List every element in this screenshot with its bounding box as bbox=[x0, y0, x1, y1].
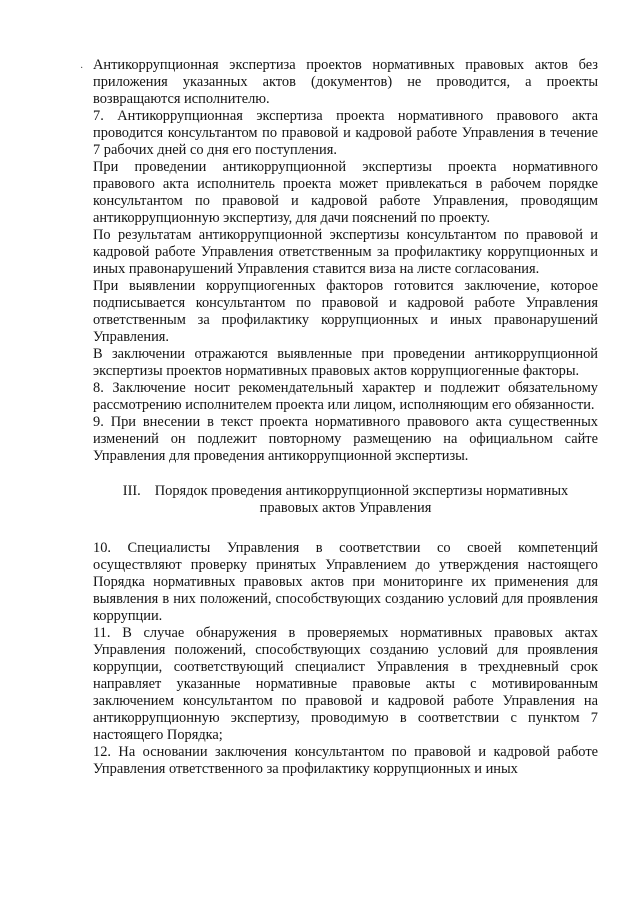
paragraph-11: 11. В случае обнаружения в проверяемых нормативных правовых актах Управления положений, способствующих созданию условий для проявления коррупции, соответствующий специалист Управления в трехдневный срок направляет указанные нормативные правовые акты с мотивированным заключением консультантом по правовой и кадровой работе Управления на антикоррупционную экспертизу, проводимую в соответствии с пунктом 7 настоящего Порядка; bbox=[93, 625, 598, 743]
document-body bbox=[93, 57, 598, 778]
paragraph-intro: Антикоррупционная экспертиза проектов нормативных правовых актов без приложения указанных актов (документов) не проводится, а проекты возвращаются исполнителю. bbox=[93, 57, 598, 107]
section-number: III. bbox=[122, 483, 141, 499]
paragraph-7-involve: При проведении антикоррупционной экспертизы проекта нормативного правового акта исполнитель проекта может привлекаться в рабочем порядке консультантом по правовой и кадровой работе Управления, проводящим антикоррупционную экспертизу, для дачи пояснений по проекту. bbox=[93, 159, 598, 226]
paragraph-7: 7. Антикоррупционная экспертиза проекта нормативного правового акта проводится консультантом по правовой и кадровой работе Управления в течение 7 рабочих дней со дня его поступления. bbox=[93, 108, 598, 158]
paragraph-7-conclusion: При выявлении коррупциогенных факторов готовится заключение, которое подписывается консультантом по правовой и кадровой работе Управления ответственным за профилактику коррупционных и иных правонарушений Управления. bbox=[93, 278, 598, 345]
paragraph-9: 9. При внесении в текст проекта нормативного правового акта существенных изменений он подлежит повторному размещению на официальном сайте Управления для проведения антикоррупционной экспертизы. bbox=[93, 414, 598, 464]
paragraph-7-factors: В заключении отражаются выявленные при проведении антикоррупционной экспертизы проектов нормативных правовых актов коррупциогенные факторы. bbox=[93, 346, 598, 379]
paragraph-8: 8. Заключение носит рекомендательный характер и подлежит обязательному рассмотрению исполнителем проекта или лицом, исполняющим его обязанности. bbox=[93, 380, 598, 413]
paragraph-12: 12. На основании заключения консультантом по правовой и кадровой работе Управления ответственного за профилактику коррупционных и иных bbox=[93, 744, 598, 777]
paragraph-7-results: По результатам антикоррупционной экспертизы консультантом по правовой и кадровой работе Управления ответственным за профилактику коррупционных и иных правонарушений Управления ставится виза на листе согласования. bbox=[93, 227, 598, 277]
section-heading bbox=[93, 483, 598, 517]
section-title: Порядок проведения антикоррупционной экспертизы нормативных правовых актов Управления bbox=[154, 483, 569, 516]
paragraph-10: 10. Специалисты Управления в соответствии со своей компетенций осуществляют проверку принятых Управлением до утверждения настоящего Порядка нормативных правовых актов при мониторинге их применения для выявления в них положений, способствующих созданию условий для проявления коррупции. bbox=[93, 540, 598, 624]
scan-mark: · bbox=[80, 63, 84, 74]
